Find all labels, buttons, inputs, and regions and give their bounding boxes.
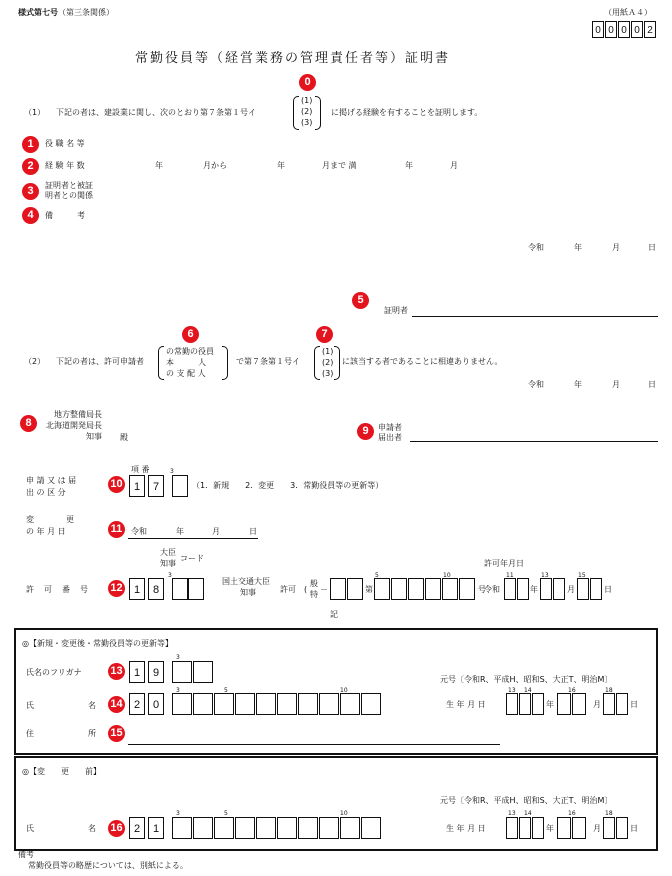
birth-year-boxes-before[interactable] [506, 817, 545, 839]
section1-text-b: に掲げる経験を有することを証明します。 [331, 108, 483, 117]
page-title: 常勤役員等（経営業務の管理責任者等）証明書 [135, 51, 451, 66]
birth-box[interactable] [603, 693, 615, 715]
badge-16: 16 [108, 820, 125, 837]
name-box[interactable] [298, 817, 318, 839]
lic-box[interactable] [425, 578, 441, 600]
badge-4: 4 [22, 207, 39, 224]
name-box[interactable] [172, 817, 192, 839]
birth-day-before: 日 [630, 824, 638, 833]
name-code-2: 0 [148, 693, 164, 715]
name-box[interactable] [214, 693, 234, 715]
role-option-2: 本 人 [166, 358, 206, 367]
prev-name-label-b: 名 [88, 824, 96, 833]
address-line[interactable] [128, 744, 500, 745]
exp-year-3: 年 [405, 161, 413, 170]
birth-box[interactable] [519, 817, 531, 839]
change-label-a: 変 更 [26, 515, 74, 524]
name-box[interactable] [340, 817, 360, 839]
name-box[interactable] [235, 693, 255, 715]
code-word: コード [180, 554, 204, 563]
footer-note-body: 常勤役員等の略歴については、別紙による。 [28, 861, 188, 870]
exp-month-from: 月から [203, 161, 227, 170]
s1-option-1: (1) [301, 96, 313, 105]
panel-before-heading: ◎【変 更 前】 [22, 767, 101, 776]
birth-box[interactable] [506, 817, 518, 839]
badge-1: 1 [22, 136, 39, 153]
license-date-boxes[interactable] [504, 578, 530, 600]
era-note-before: 元号〔令和R、平成H、昭和S、大正T、明治M〕 [440, 796, 613, 805]
s1-option-3: (3) [301, 118, 313, 127]
col-3-a: 3 [170, 468, 174, 475]
lic-box[interactable] [391, 578, 407, 600]
name-box[interactable] [298, 693, 318, 715]
license-number-boxes[interactable] [374, 578, 476, 600]
role-option-3: の 支 配 人 [166, 369, 206, 378]
license-code-boxes [129, 578, 207, 600]
name-box[interactable] [361, 817, 381, 839]
remarks-label: 備 考 [45, 211, 85, 220]
badge-3: 3 [22, 183, 39, 200]
prev-name-boxes[interactable] [129, 817, 384, 839]
name-box[interactable] [361, 693, 381, 715]
minister-2: 知事 [160, 559, 176, 568]
kyoka: 許可 [280, 585, 296, 594]
date-box[interactable] [504, 578, 516, 600]
address-label-a: 住 [26, 729, 34, 738]
exp-month-until: 月まで 満 [322, 161, 357, 170]
birth-day-boxes-before[interactable] [603, 817, 631, 839]
col-10-b: 10 [443, 572, 451, 579]
date-box[interactable] [577, 578, 589, 600]
form-code-boxes: 0 0 0 0 2 [592, 21, 657, 38]
license-date-label: 許可年月日 [484, 559, 524, 568]
prev-name-label-a: 氏 [26, 824, 34, 833]
s2-option-1: (1) [322, 347, 334, 356]
col-3-c: 3 [176, 654, 180, 661]
name-box[interactable] [277, 693, 297, 715]
dai: 第 [365, 585, 373, 594]
app-type-input[interactable] [172, 475, 188, 497]
lic-box[interactable] [459, 578, 475, 600]
brace-left [293, 96, 299, 130]
item-number-label: 項 番 [131, 465, 150, 474]
form-number: 様式第七号（第三条関係） [18, 8, 114, 17]
applicant-2: 届出者 [378, 433, 402, 442]
relation-label-a: 証明者と被証 [45, 181, 93, 190]
s1-month: 月 [612, 243, 620, 252]
roles-brace-left [158, 346, 164, 380]
app-type-code-2: 7 [148, 475, 164, 497]
col-11-b: 11 [506, 572, 514, 579]
birth-box[interactable] [557, 693, 571, 715]
badge-7: 7 [316, 326, 333, 343]
experience-label: 経 験 年 数 [45, 161, 85, 170]
paper-size: （用紙Ａ４） [604, 8, 652, 17]
name-box[interactable] [340, 693, 360, 715]
col-5-e: 5 [224, 810, 228, 817]
lic-box[interactable] [442, 578, 458, 600]
col-13-b: 13 [541, 572, 549, 579]
furigana-label: 氏名のフリガナ [26, 668, 82, 677]
badge-12: 12 [108, 580, 125, 597]
lic-box[interactable] [374, 578, 390, 600]
name-box[interactable] [193, 693, 213, 715]
birth-box[interactable] [506, 693, 518, 715]
paren-open: ( [304, 585, 308, 594]
dono: 殿 [120, 433, 128, 442]
col-16-d: 16 [568, 687, 576, 694]
col-14-d: 14 [524, 687, 532, 694]
name-code-1: 2 [129, 693, 145, 715]
badge-8: 8 [20, 415, 37, 432]
license-month-boxes[interactable] [540, 578, 566, 600]
license-day-boxes[interactable] [577, 578, 603, 600]
app-type-label-a: 申 請 又 は 届 [26, 476, 77, 485]
col-5-b: 5 [375, 572, 379, 579]
name-boxes[interactable] [129, 693, 384, 715]
ippan-1: 般 [310, 579, 318, 588]
furigana-code-1: 1 [129, 661, 145, 683]
change-month: 月 [212, 527, 220, 536]
bureau-2: 北海道開発局長 [46, 421, 102, 430]
license-month: 月 [567, 585, 575, 594]
s2-brace-right [334, 346, 340, 380]
license-day: 日 [604, 585, 612, 594]
change-date-line[interactable] [128, 538, 258, 539]
furigana-boxes[interactable] [129, 661, 216, 683]
furigana-box[interactable] [193, 661, 213, 683]
col-10-e: 10 [340, 810, 348, 817]
name-box[interactable] [214, 817, 234, 839]
section2-text-c: に該当する者であることに相違ありません。 [342, 357, 503, 366]
relation-label-b: 明者との関係 [45, 191, 93, 200]
col-18-d: 18 [605, 687, 613, 694]
change-year: 年 [176, 527, 184, 536]
col-16-e: 16 [568, 810, 576, 817]
license-year: 年 [530, 585, 538, 594]
s2-brace-left [314, 346, 320, 380]
name-box[interactable] [277, 817, 297, 839]
section2-number: （2） [24, 357, 46, 366]
license-code-2: 8 [148, 578, 164, 600]
change-era: 令和 [131, 527, 147, 536]
bureau-3: 知事 [86, 432, 102, 441]
birth-month-before: 月 [593, 824, 601, 833]
badge-15: 15 [108, 725, 125, 742]
birth-box[interactable] [616, 817, 628, 839]
name-label-b: 名 [88, 701, 96, 710]
change-label-b: の 年 月 日 [26, 527, 66, 536]
s2-option-3: (3) [322, 369, 334, 378]
prev-name-code-1: 2 [129, 817, 145, 839]
exp-month-3: 月 [450, 161, 458, 170]
s2-day: 日 [648, 380, 656, 389]
birth-box[interactable] [532, 817, 544, 839]
col-3-b: 3 [168, 572, 172, 579]
mlit-1: 国土交通大臣 [222, 577, 270, 586]
name-box[interactable] [319, 817, 339, 839]
minister-code-1[interactable] [172, 578, 188, 600]
birth-year-before: 年 [546, 824, 554, 833]
birth-day-new: 日 [630, 700, 638, 709]
col-3-e: 3 [176, 810, 180, 817]
col-13-e: 13 [508, 810, 516, 817]
birth-day-boxes-new[interactable] [603, 693, 631, 715]
dash: － [320, 585, 328, 594]
col-15-b: 15 [578, 572, 586, 579]
ippan-box-2[interactable] [347, 578, 363, 600]
date-box[interactable] [590, 578, 602, 600]
license-era: 令和 [484, 585, 500, 594]
lic-box[interactable] [408, 578, 424, 600]
furigana-code-2: 9 [148, 661, 164, 683]
col-3-d: 3 [176, 687, 180, 694]
col-13-d: 13 [508, 687, 516, 694]
birth-box[interactable] [519, 693, 531, 715]
license-code-1: 1 [129, 578, 145, 600]
era-note-new: 元号〔令和R、平成H、昭和S、大正T、明治M〕 [440, 675, 613, 684]
badge-6: 6 [182, 326, 199, 343]
name-box[interactable] [172, 693, 192, 715]
section1-text-a: 下記の者は、建設業に関し、次のとおり第７条第１号イ [56, 108, 256, 117]
exp-year-2: 年 [277, 161, 285, 170]
ippan-boxes[interactable] [330, 578, 366, 600]
name-box[interactable] [256, 693, 276, 715]
birth-box[interactable] [572, 693, 586, 715]
ippan-box-1[interactable] [330, 578, 346, 600]
section2-text-b: で第７条第１号イ [236, 357, 300, 366]
name-box[interactable] [193, 817, 213, 839]
birth-box[interactable] [603, 817, 615, 839]
app-type-code-1: 1 [129, 475, 145, 497]
minister-1: 大臣 [160, 548, 176, 557]
certifier-line[interactable] [412, 316, 658, 317]
change-day: 日 [249, 527, 257, 536]
birth-month-new: 月 [593, 700, 601, 709]
birth-label-before: 生 年 月 日 [446, 824, 486, 833]
applicant-1: 申請者 [378, 423, 402, 432]
name-box[interactable] [256, 817, 276, 839]
s1-option-2: (2) [301, 107, 313, 116]
birth-box[interactable] [572, 817, 586, 839]
birth-year-boxes-new[interactable] [506, 693, 545, 715]
birth-box[interactable] [616, 693, 628, 715]
name-label-a: 氏 [26, 701, 34, 710]
minister-code-2[interactable] [188, 578, 204, 600]
date-box[interactable] [517, 578, 529, 600]
badge-10: 10 [108, 476, 125, 493]
go: 号 [478, 585, 486, 594]
exp-year-1: 年 [155, 161, 163, 170]
birth-label-new: 生 年 月 日 [446, 700, 486, 709]
birth-box[interactable] [557, 817, 571, 839]
date-box[interactable] [553, 578, 565, 600]
mlit-2: 知事 [240, 588, 256, 597]
applicant-line[interactable] [410, 441, 658, 442]
s2-month: 月 [612, 380, 620, 389]
col-18-e: 18 [605, 810, 613, 817]
address-label-b: 所 [88, 729, 96, 738]
name-box[interactable] [319, 693, 339, 715]
col-10-d: 10 [340, 687, 348, 694]
birth-box[interactable] [532, 693, 544, 715]
app-type-options: （1．新規 2．変更 3．常勤役員等の更新等） [192, 481, 384, 490]
bureau-1: 地方整備局長 [54, 410, 102, 419]
s2-year: 年 [574, 380, 582, 389]
col-14-e: 14 [524, 810, 532, 817]
furigana-box[interactable] [172, 661, 192, 683]
role-label: 役 職 名 等 [45, 139, 85, 148]
birth-year-new: 年 [546, 700, 554, 709]
brace-right [315, 96, 321, 130]
badge-13: 13 [108, 663, 125, 680]
app-type-boxes [129, 475, 191, 497]
birth-month-boxes-before[interactable] [557, 817, 589, 839]
s2-option-2: (2) [322, 358, 334, 367]
name-box[interactable] [235, 817, 255, 839]
s1-day: 日 [648, 243, 656, 252]
col-5-d: 5 [224, 687, 228, 694]
license-label: 許 可 番 号 [26, 585, 89, 594]
date-box[interactable] [540, 578, 552, 600]
birth-month-boxes-new[interactable] [557, 693, 589, 715]
badge-0: 0 [299, 74, 316, 91]
s1-year: 年 [574, 243, 582, 252]
section2-text-a: 下記の者は、許可申請者 [56, 357, 144, 366]
badge-2: 2 [22, 158, 39, 175]
s2-era: 令和 [528, 380, 544, 389]
badge-14: 14 [108, 696, 125, 713]
role-option-1: の常勤の役員 [166, 347, 214, 356]
app-type-label-b: 出 の 区 分 [26, 488, 66, 497]
badge-11: 11 [108, 521, 125, 538]
certifier-label: 証明者 [384, 306, 408, 315]
badge-9: 9 [357, 423, 374, 440]
badge-5: 5 [352, 292, 369, 309]
ippan-2: 特 [310, 590, 318, 599]
section1-number: （1） [24, 108, 46, 117]
prev-name-code-2: 1 [148, 817, 164, 839]
s1-era: 令和 [528, 243, 544, 252]
panel-new-heading: ◎【新規・変更後・常勤役員等の更新等】 [22, 639, 173, 648]
roles-brace-right [222, 346, 228, 380]
footer-note-head: 備考 [18, 850, 34, 859]
ki: 記 [330, 610, 338, 619]
